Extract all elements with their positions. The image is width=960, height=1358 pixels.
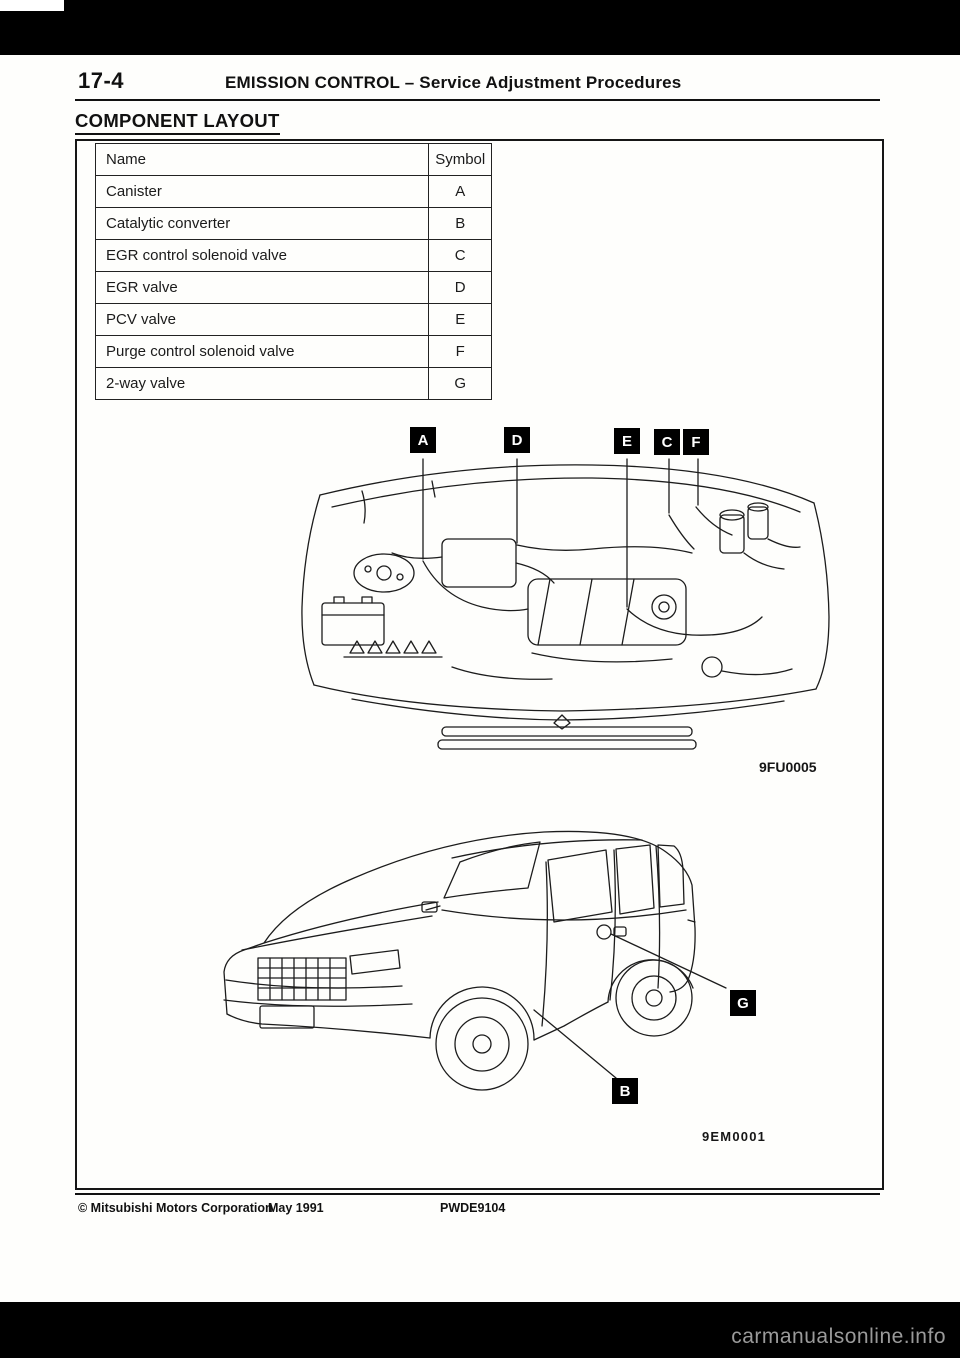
component-symbol: B [429,208,492,240]
component-symbol: G [429,368,492,400]
component-name: 2-way valve [96,368,429,400]
component-name: Canister [96,176,429,208]
van-figure-code: 9EM0001 [702,1129,767,1144]
table-row [96,336,492,368]
component-symbol: A [429,176,492,208]
component-symbol: E [429,304,492,336]
table-row [96,272,492,304]
callout-b: B [612,1078,638,1104]
engine-figure-code: 9FU0005 [759,759,817,775]
table-header-name: Name [96,144,429,176]
table-row [96,368,492,400]
scan-edge-bottom [0,1302,960,1358]
van-drawing [202,810,772,1112]
callout-a: A [410,427,436,453]
engine-bay-drawing [292,457,837,759]
callout-f: F [683,429,709,455]
callout-c: C [654,429,680,455]
component-table [95,143,492,400]
component-name: PCV valve [96,304,429,336]
component-symbol: C [429,240,492,272]
footer-copyright: © Mitsubishi Motors Corporation [78,1201,273,1215]
table-header-symbol: Symbol [429,144,492,176]
component-name: Purge control solenoid valve [96,336,429,368]
callout-e: E [614,428,640,454]
chapter-title: EMISSION CONTROL – Service Adjustment Procedures [225,73,682,92]
table-row [96,208,492,240]
component-layout-box [75,139,884,1190]
engine-bay-figure [292,457,837,759]
component-name: EGR control solenoid valve [96,240,429,272]
manual-page [0,55,960,1302]
component-name: EGR valve [96,272,429,304]
component-symbol: F [429,336,492,368]
table-row [96,240,492,272]
table-header-row [96,144,492,176]
scan-notch [0,0,64,11]
van-figure [202,810,772,1112]
table-row [96,304,492,336]
table-row [96,176,492,208]
watermark-text: carmanualsonline.info [731,1325,946,1348]
section-title: COMPONENT LAYOUT [75,110,280,135]
footer-date: May 1991 [268,1201,324,1215]
footer-rule [75,1193,880,1195]
component-name: Catalytic converter [96,208,429,240]
scan-edge-top [0,0,960,55]
page-number: 17-4 [78,68,125,93]
component-symbol: D [429,272,492,304]
footer-doc-code: PWDE9104 [440,1201,506,1215]
header-rule [75,99,880,101]
callout-d: D [504,427,530,453]
callout-g: G [730,990,756,1016]
